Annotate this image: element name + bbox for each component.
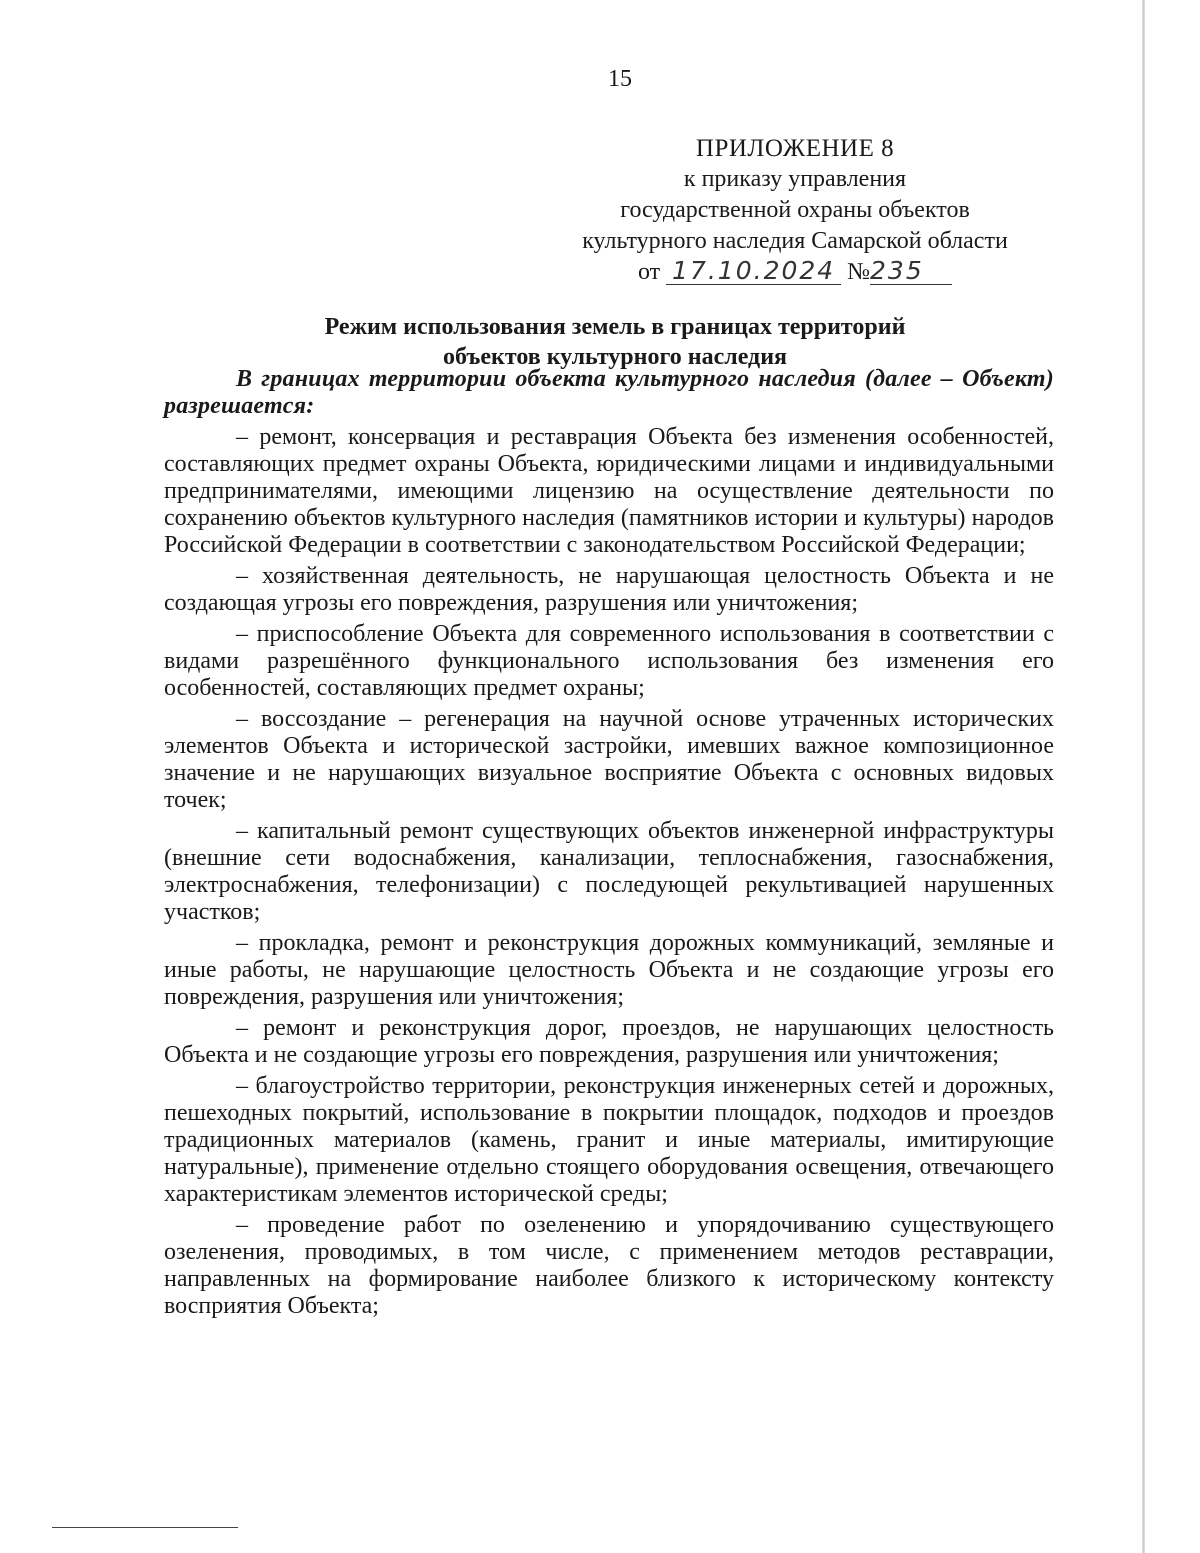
handwritten-date: 17.10.2024	[666, 258, 841, 285]
handwritten-number: 235	[870, 258, 952, 285]
document-title-line-2: объектов культурного наследия	[442, 344, 788, 370]
appendix-title: ПРИЛОЖЕНИЕ 8	[695, 135, 895, 162]
list-item: – благоустройство территории, реконструкция инженерных сетей и дорожных, пешеходных покрытий, использование в покрытии площадок, подходов и проездов традиционных материалов (камень, гранит и иные материалы, имитирующие натуральные), применение отдельно стоящего оборудования освещения, отвечающего характеристикам элементов исторической среды;	[164, 1073, 1054, 1207]
appendix-header	[560, 133, 1030, 288]
appendix-line-1: к приказу управления	[683, 166, 907, 192]
number-prefix: №	[847, 259, 871, 285]
document-title	[250, 312, 980, 372]
list-item: – прокладка, ремонт и реконструкция дорожных коммуникаций, земляные и иные работы, не нарушающие целостность Объекта и не создающие угрозы его повреждения, разрушения или уничтожения;	[164, 930, 1054, 1010]
list-item: – приспособление Объекта для современного использования в соответствии с видами разрешённого функционального использования без изменения его особенностей, составляющих предмет охраны;	[164, 621, 1054, 701]
list-item: – воссоздание – регенерация на научной основе утраченных исторических элементов Объекта и исторической застройки, имевших важное композиционное значение и не нарушающих визуальное восприятие Объекта с основных видовых точек;	[164, 706, 1054, 813]
document-body	[164, 366, 1054, 1324]
appendix-date-line	[560, 257, 1030, 288]
list-item: – ремонт, консервация и реставрация Объекта без изменения особенностей, составляющих предмет охраны Объекта, юридическими лицами и индивидуальными предпринимателями, имеющими лицензию на осуществление деятельности по сохранению объектов культурного наследия (памятников истории и культуры) народов Российской Федерации в соответствии с законодательством Российской Федерации;	[164, 424, 1054, 558]
date-prefix: от	[637, 259, 661, 285]
document-title-line-1: Режим использования земель в границах территорий	[324, 314, 906, 340]
scan-edge-shadow	[1142, 0, 1145, 1553]
page-number: 15	[608, 66, 632, 92]
list-item: – капитальный ремонт существующих объектов инженерной инфраструктуры (внешние сети водоснабжения, канализации, теплоснабжения, газоснабжения, электроснабжения, телефонизации) с последующей рекультивацией нарушенных участков;	[164, 818, 1054, 925]
lead-paragraph: В границах территории объекта культурного наследия (далее – Объект) разрешается:	[164, 366, 1054, 419]
footnote-divider	[52, 1527, 238, 1528]
list-item: – хозяйственная деятельность, не нарушающая целостность Объекта и не создающая угрозы его повреждения, разрушения или уничтожения;	[164, 563, 1054, 616]
appendix-line-2: государственной охраны объектов	[620, 197, 970, 223]
list-item: – проведение работ по озеленению и упорядочиванию существующего озеленения, проводимых, в том числе, с применением методов реставрации, направленных на формирование наиболее близкого к историческому контексту восприятия Объекта;	[164, 1212, 1054, 1319]
appendix-line-3: культурного наследия Самарской области	[582, 228, 1008, 254]
list-item: – ремонт и реконструкция дорог, проездов, не нарушающих целостность Объекта и не создающие угрозы его повреждения, разрушения или уничтожения;	[164, 1015, 1054, 1068]
